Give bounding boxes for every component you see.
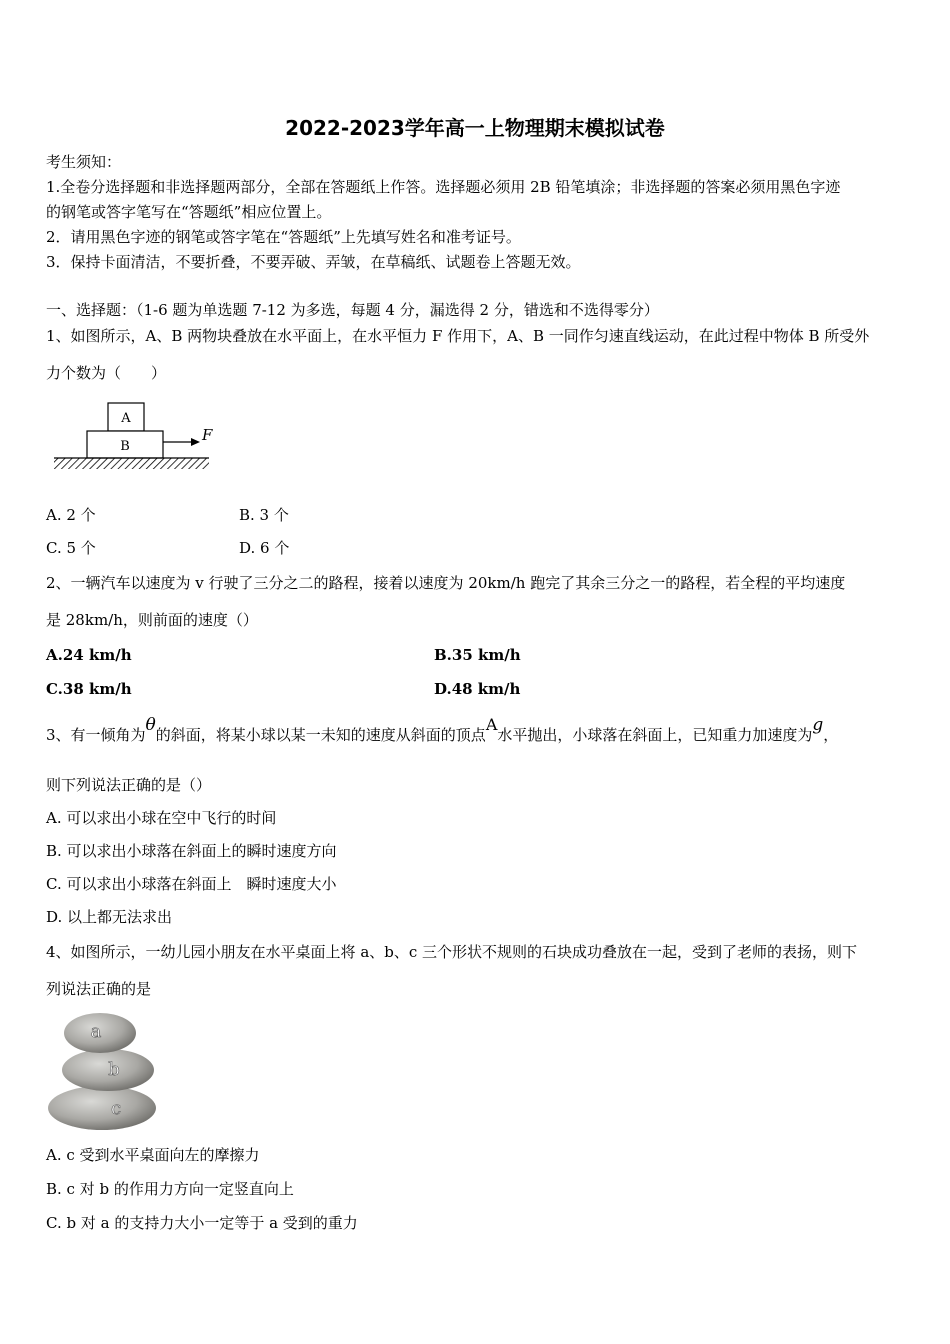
arrow-head	[191, 438, 200, 446]
q3-text-a	[46, 715, 839, 745]
ground-hatch	[54, 458, 209, 469]
q2-option-d: D.48 km/h	[434, 680, 521, 698]
q3-text-a2: 的斜面，将某小球以某一未知的速度从斜面的顶点	[155, 726, 486, 744]
notice-item-1a: 1.全卷分选择题和非选择题两部分，全部在答题纸上作答。选择题必须用 2B 铅笔填涂；非选择题的答案必须用黑色字迹	[46, 178, 841, 196]
notice-heading: 考生须知：	[46, 153, 122, 171]
label-b: B	[120, 439, 130, 454]
q3-text-a3: 水平抛出，小球落在斜面上，已知重力加速度为	[497, 726, 813, 744]
q1-text-b: 力个数为（ ）	[46, 364, 167, 382]
g-symbol: g	[812, 715, 824, 735]
q4-figure-stones	[44, 1008, 162, 1132]
q3-option-c: C. 可以求出小球落在斜面上 瞬时速度大小	[46, 875, 337, 893]
q4-option-b: B. c 对 b 的作用力方向一定竖直向上	[46, 1180, 294, 1198]
q1-option-a: A. 2 个	[46, 506, 96, 524]
q3-text-a4: ，	[823, 726, 839, 744]
notice-item-2: 2．请用黑色字迹的钢笔或答字笔在“答题纸”上先填写姓名和准考证号。	[46, 228, 521, 246]
q1-option-c: C. 5 个	[46, 539, 96, 557]
q1-option-b: B. 3 个	[239, 506, 289, 524]
label-f: F	[202, 426, 213, 444]
q2-option-b: B.35 km/h	[434, 646, 521, 664]
q4-text-b: 列说法正确的是	[46, 980, 152, 998]
stone-label-a: a	[90, 1021, 102, 1042]
q3-text-a1: 3、有一倾角为	[46, 726, 146, 744]
page-title: 2022-2023学年高一上物理期末模拟试卷	[285, 116, 665, 140]
q1-option-d: D. 6 个	[239, 539, 290, 557]
notice-item-3: 3．保持卡面清洁，不要折叠，不要弄破、弄皱，在草稿纸、试题卷上答题无效。	[46, 253, 581, 271]
q3-option-a: A. 可以求出小球在空中飞行的时间	[46, 809, 277, 827]
q3-text-b: 则下列说法正确的是（）	[46, 776, 212, 794]
q2-text-a: 2、一辆汽车以速度为 v 行驶了三分之二的路程，接着以速度为 20km/h 跑完了其余三分之一的路程，若全程的平均速度	[46, 574, 846, 592]
a-symbol: A	[485, 715, 498, 734]
q4-text-a: 4、如图所示，一幼儿园小朋友在水平桌面上将 a、b、c 三个形状不规则的石块成功叠放在一起，受到了老师的表扬，则下	[46, 943, 858, 961]
q3-option-b: B. 可以求出小球落在斜面上的瞬时速度方向	[46, 842, 337, 860]
stone-label-c: c	[110, 1098, 122, 1119]
q2-option-a: A.24 km/h	[46, 646, 132, 664]
q2-text-b: 是 28km/h，则前面的速度（）	[46, 611, 258, 629]
q1-figure-blocks	[52, 400, 222, 475]
q3-option-d: D. 以上都无法求出	[46, 908, 173, 926]
q1-text-a: 1、如图所示，A、B 两物块叠放在水平面上，在水平恒力 F 作用下，A、B 一同作匀速直线运动，在此过程中物体 B 所受外	[46, 327, 870, 345]
q4-option-a: A. c 受到水平桌面向左的摩擦力	[46, 1146, 260, 1164]
section-heading: 一、选择题：（1-6 题为单选题 7-12 为多选，每题 4 分，漏选得 2 分，错选和不选得零分）	[46, 301, 659, 319]
theta-symbol: θ	[145, 715, 156, 735]
q2-option-c: C.38 km/h	[46, 680, 132, 698]
q4-option-c: C. b 对 a 的支持力大小一定等于 a 受到的重力	[46, 1214, 358, 1232]
stone-label-b: b	[108, 1059, 120, 1080]
stone-c	[48, 1086, 156, 1130]
notice-item-1b: 的钢笔或答字笔写在“答题纸”相应位置上。	[46, 203, 332, 221]
label-a: A	[121, 411, 131, 426]
